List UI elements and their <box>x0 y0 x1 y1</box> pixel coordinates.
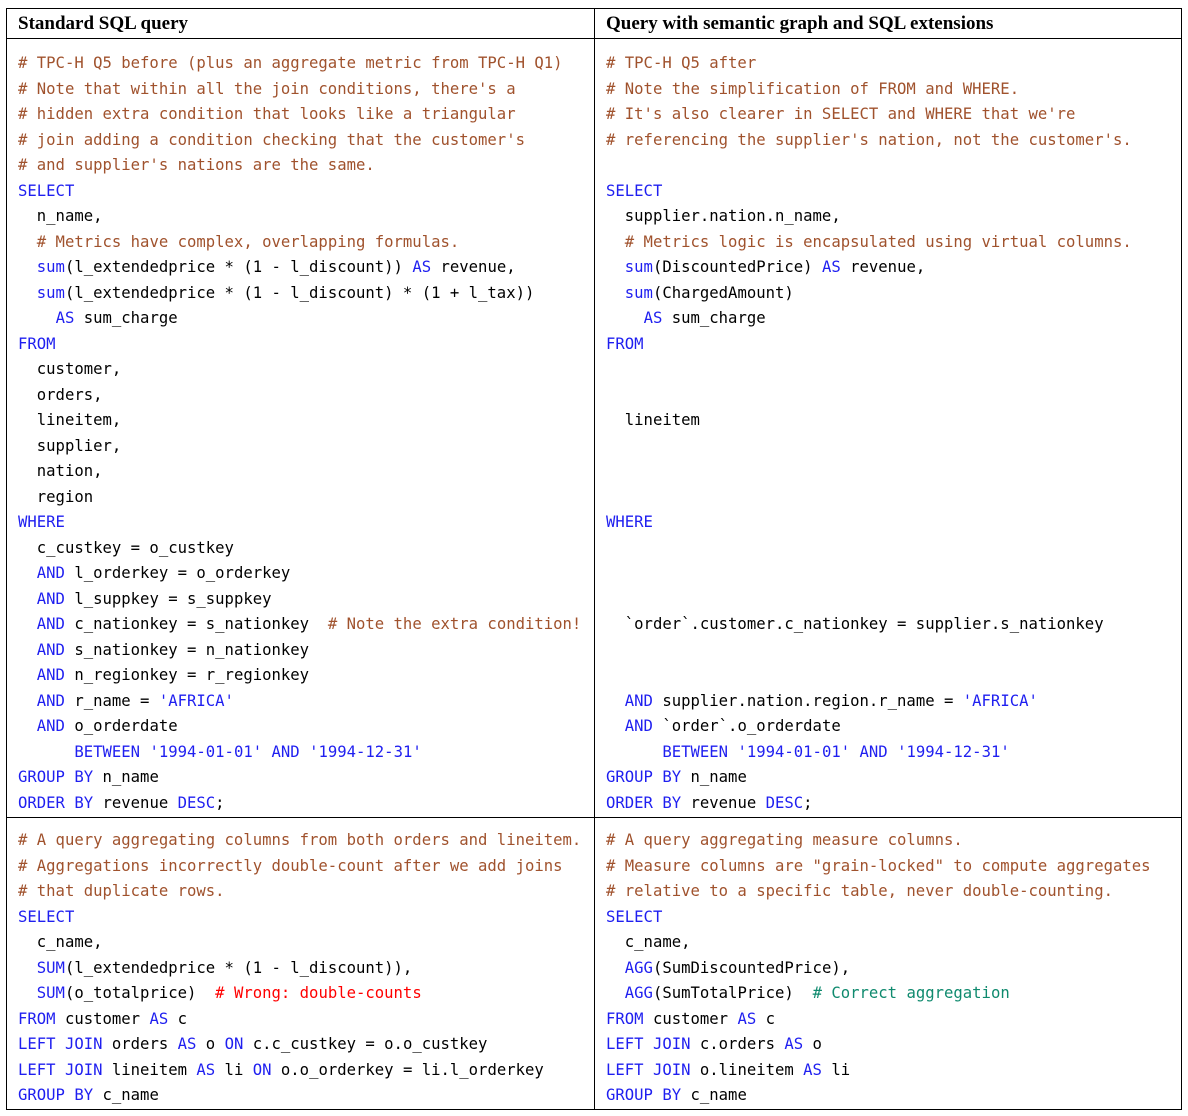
code-string: '1994-12-31' <box>309 742 422 761</box>
code-line <box>18 153 375 179</box>
code-comment: # Measure columns are "grain-locked" to compute aggregates <box>606 856 1151 875</box>
code-comment: # Note the extra condition! <box>327 615 582 633</box>
code-line <box>18 102 516 128</box>
comparison-table <box>6 8 1182 1110</box>
code-keyword: AS <box>821 258 841 276</box>
code-text: o <box>803 1035 822 1053</box>
code-line <box>606 408 700 434</box>
code-line <box>18 930 103 956</box>
code-line <box>18 408 121 434</box>
code-line <box>606 179 662 205</box>
code-keyword: GROUP BY <box>606 1086 682 1104</box>
code-text: li <box>821 1060 851 1079</box>
code-text <box>850 743 859 761</box>
code-keyword: AND <box>36 717 65 735</box>
code-keyword: LEFT JOIN <box>606 1060 691 1079</box>
code-text: revenue, <box>840 258 926 276</box>
code-keyword: AND <box>624 691 653 710</box>
header-standard-sql: Standard SQL query <box>18 13 188 34</box>
section-2-semantic-code <box>606 828 1176 1110</box>
code-keyword: BETWEEN <box>74 742 141 761</box>
code-line <box>606 255 925 281</box>
code-line <box>18 981 422 1007</box>
code-line <box>18 1007 187 1033</box>
code-comment: # hidden extra condition that looks like a triangular <box>18 105 516 123</box>
code-keyword: LEFT JOIN <box>606 1035 691 1053</box>
code-line <box>18 561 290 587</box>
code-text: supplier, <box>18 436 122 455</box>
code-line <box>606 981 1010 1007</box>
code-line <box>606 1032 822 1058</box>
code-line <box>18 459 103 485</box>
code-keyword: sum <box>624 258 653 276</box>
code-line <box>18 1032 487 1058</box>
code-keyword: WHERE <box>18 513 65 531</box>
code-text: customer, <box>18 360 122 378</box>
code-text: (l_extendedprice * (1 - l_discount) * (1 + l_tax)) <box>64 283 535 302</box>
code-text: n_name <box>93 768 159 786</box>
code-keyword: LEFT JOIN <box>18 1035 103 1053</box>
code-keyword: AS <box>196 1060 216 1079</box>
code-keyword: AGG <box>624 984 653 1002</box>
code-line <box>18 689 234 715</box>
code-comment: # join adding a condition checking that the customer's <box>18 130 525 149</box>
code-line <box>18 587 272 613</box>
code-text <box>606 692 625 710</box>
code-keyword: GROUP BY <box>18 768 94 786</box>
code-text: n_regionkey = r_regionkey <box>64 666 310 684</box>
code-line <box>18 956 412 982</box>
code-line <box>18 510 65 536</box>
code-keyword: SELECT <box>606 907 663 926</box>
code-line <box>606 828 963 854</box>
code-comment: # Metrics logic is encapsulated using virtual columns. <box>624 232 1132 251</box>
code-line <box>606 281 794 307</box>
code-comment: # TPC-H Q5 after <box>606 54 757 72</box>
code-line <box>18 612 581 638</box>
code-line <box>18 485 93 511</box>
code-keyword: sum <box>36 283 65 302</box>
code-keyword: SELECT <box>18 907 75 926</box>
code-text: region <box>18 487 94 506</box>
code-comment: # A query aggregating columns from both orders and lineitem. <box>18 831 582 849</box>
code-line <box>18 714 178 740</box>
code-keyword: AS <box>737 1009 757 1028</box>
code-text: (DiscountedPrice) <box>652 258 822 276</box>
code-text: (ChargedAmount) <box>652 283 794 302</box>
code-text: c <box>168 1009 188 1028</box>
code-line <box>606 77 1019 103</box>
code-text: supplier.nation.region.r_name = <box>652 691 963 710</box>
code-text: c <box>756 1009 776 1028</box>
code-keyword: ORDER BY <box>18 793 94 812</box>
code-line <box>18 765 159 791</box>
code-line <box>18 77 516 103</box>
code-text <box>18 233 37 251</box>
code-text: revenue <box>681 793 766 812</box>
code-line <box>18 281 534 307</box>
code-line <box>18 854 563 880</box>
code-line <box>606 791 813 817</box>
code-keyword: SELECT <box>18 181 75 200</box>
code-text <box>18 959 37 977</box>
code-text: c_nationkey = s_nationkey <box>64 615 328 633</box>
code-text: (l_extendedprice * (1 - l_discount)), <box>64 958 413 977</box>
code-line <box>18 179 74 205</box>
code-text <box>606 258 625 276</box>
code-keyword: SUM <box>36 984 65 1002</box>
code-text <box>18 590 37 608</box>
code-comment: # and supplier's nations are the same. <box>18 156 375 174</box>
code-comment: # Aggregations incorrectly double-count after we add joins <box>18 856 563 875</box>
code-text <box>18 309 56 327</box>
code-line <box>606 714 841 740</box>
code-text <box>300 743 309 761</box>
code-text <box>606 743 662 761</box>
code-line <box>606 204 841 230</box>
code-keyword: AS <box>55 309 75 327</box>
code-text: nation, <box>18 462 103 480</box>
code-keyword: AND <box>36 615 65 633</box>
code-text: `order`.o_orderdate <box>652 717 841 735</box>
code-line <box>606 1007 775 1033</box>
code-comment: # It's also clearer in SELECT and WHERE that we're <box>606 105 1076 123</box>
code-keyword: FROM <box>606 334 644 353</box>
code-keyword: DESC <box>765 793 804 812</box>
code-keyword: AND <box>36 564 65 582</box>
code-line <box>606 1083 747 1109</box>
code-line <box>606 332 644 358</box>
code-comment: # referencing the supplier's nation, not the customer's. <box>606 130 1132 149</box>
code-text <box>18 717 37 735</box>
code-keyword: AND <box>36 640 65 659</box>
code-text: supplier.nation.n_name, <box>606 207 841 225</box>
code-text: (o_totalprice) <box>64 984 216 1002</box>
code-text: lineitem <box>102 1060 197 1079</box>
code-line <box>606 930 691 956</box>
code-line <box>18 128 525 154</box>
code-text: c_name, <box>606 933 691 951</box>
section-1-semantic-code <box>606 51 1176 817</box>
code-text: `order`.customer.c_nationkey = supplier.s_nationkey <box>606 615 1104 633</box>
code-text: orders <box>102 1035 178 1053</box>
code-keyword: SUM <box>36 958 65 977</box>
code-text <box>18 666 37 684</box>
code-keyword: AS <box>149 1009 169 1028</box>
column-divider <box>594 9 595 1109</box>
code-text: lineitem, <box>18 411 122 429</box>
code-text <box>606 309 644 327</box>
code-text: (SumDiscountedPrice), <box>652 958 851 977</box>
section-1-standard-code <box>18 51 588 817</box>
code-keyword: FROM <box>18 334 56 353</box>
code-text: o.o_orderkey = li.l_orderkey <box>271 1060 544 1079</box>
code-line <box>606 765 747 791</box>
code-line <box>18 1058 544 1084</box>
code-comment: # relative to a specific table, never double-counting. <box>606 882 1113 900</box>
code-comment: # that duplicate rows. <box>18 882 225 900</box>
code-line <box>606 879 1113 905</box>
code-text <box>18 692 37 710</box>
code-text <box>18 564 37 582</box>
code-text: lineitem <box>606 411 700 429</box>
section-2-standard-code <box>18 828 588 1110</box>
code-line <box>606 51 756 77</box>
code-comment: # Metrics have complex, overlapping formulas. <box>36 232 460 251</box>
code-keyword: AND <box>36 666 65 684</box>
code-text: revenue <box>93 793 178 812</box>
code-text <box>18 984 37 1002</box>
code-string: '1994-01-01' <box>737 742 851 761</box>
code-keyword: ON <box>224 1035 244 1053</box>
code-line <box>606 510 653 536</box>
code-line <box>606 740 1010 766</box>
code-string: '1994-12-31' <box>897 742 1010 761</box>
code-comment: # Note the simplification of FROM and WHERE. <box>606 79 1020 98</box>
code-line <box>18 638 309 664</box>
code-keyword: AS <box>177 1035 197 1053</box>
code-keyword: AND <box>624 717 653 735</box>
code-line <box>18 663 309 689</box>
code-text: customer <box>643 1009 738 1028</box>
code-line <box>18 828 581 854</box>
code-comment: # Note that within all the join conditions, there's a <box>18 79 516 98</box>
code-string: 'AFRICA' <box>158 691 234 710</box>
code-line <box>606 128 1132 154</box>
code-text: li <box>215 1060 253 1079</box>
code-line <box>18 204 103 230</box>
code-keyword: AND <box>271 742 300 761</box>
code-keyword: FROM <box>606 1009 644 1028</box>
code-text: o_orderdate <box>64 717 178 735</box>
code-text <box>606 284 625 302</box>
code-text: l_suppkey = s_suppkey <box>64 589 272 608</box>
code-text <box>18 615 37 633</box>
code-text: customer <box>55 1009 150 1028</box>
code-text <box>888 743 897 761</box>
code-text <box>606 233 625 251</box>
code-keyword: DESC <box>177 793 216 812</box>
code-text <box>262 743 271 761</box>
code-text <box>606 959 625 977</box>
code-string: '1994-01-01' <box>149 742 263 761</box>
code-line <box>18 255 516 281</box>
header-semantic-sql: Query with semantic graph and SQL extensions <box>606 13 994 34</box>
code-text: c_name <box>93 1086 159 1104</box>
code-text: c_name <box>681 1086 747 1104</box>
code-keyword: WHERE <box>606 513 653 531</box>
code-line <box>606 956 850 982</box>
code-string: 'AFRICA' <box>962 691 1038 710</box>
code-keyword: AS <box>412 258 432 276</box>
code-line <box>18 357 121 383</box>
code-line <box>18 536 234 562</box>
code-keyword: sum <box>624 283 653 302</box>
code-line <box>606 689 1038 715</box>
code-keyword: GROUP BY <box>18 1086 94 1104</box>
code-keyword: GROUP BY <box>606 768 682 786</box>
code-text <box>18 284 37 302</box>
code-comment: # TPC-H Q5 before (plus an aggregate metric from TPC-H Q1) <box>18 54 563 72</box>
code-comment: # A query aggregating measure columns. <box>606 831 963 849</box>
code-text: c_name, <box>18 933 103 951</box>
code-text: n_name, <box>18 207 103 225</box>
code-line <box>18 306 178 332</box>
code-keyword: SELECT <box>606 181 663 200</box>
code-text: l_orderkey = o_orderkey <box>64 564 291 582</box>
code-text: sum_charge <box>74 309 178 327</box>
code-keyword: AND <box>36 589 65 608</box>
code-keyword: ORDER BY <box>606 793 682 812</box>
code-text <box>606 984 625 1002</box>
code-line <box>606 1058 850 1084</box>
code-text: c.orders <box>690 1035 785 1053</box>
code-text <box>18 743 74 761</box>
code-keyword: ON <box>252 1060 272 1079</box>
code-text: s_nationkey = n_nationkey <box>64 640 310 659</box>
code-line <box>606 102 1075 128</box>
code-comment: # Correct aggregation <box>812 984 1010 1002</box>
code-text: c_custkey = o_custkey <box>18 538 234 557</box>
code-keyword: AS <box>784 1035 804 1053</box>
code-line <box>18 1083 159 1109</box>
code-keyword: AND <box>859 742 888 761</box>
code-line <box>18 905 74 931</box>
code-keyword: AND <box>36 691 65 710</box>
code-line <box>18 332 56 358</box>
code-text: c.c_custkey = o.o_custkey <box>243 1035 488 1053</box>
code-line <box>606 306 766 332</box>
code-keyword: AS <box>803 1060 822 1079</box>
code-text: ; <box>215 793 225 812</box>
code-line <box>18 434 121 460</box>
code-keyword: sum <box>36 258 65 276</box>
code-text: ; <box>803 793 813 812</box>
code-keyword: BETWEEN <box>662 742 729 761</box>
code-text: revenue, <box>431 258 516 276</box>
code-line <box>606 612 1104 638</box>
code-line <box>18 230 459 256</box>
code-text: (SumTotalPrice) <box>652 984 813 1002</box>
code-text: sum_charge <box>662 309 766 327</box>
code-keyword: LEFT JOIN <box>18 1060 103 1079</box>
code-text: r_name = <box>64 691 159 710</box>
code-text: n_name <box>681 768 747 786</box>
code-text: o.lineitem <box>690 1060 804 1079</box>
code-text <box>18 641 37 659</box>
code-line <box>18 791 225 817</box>
code-keyword: FROM <box>18 1009 56 1028</box>
code-line <box>606 905 662 931</box>
code-line <box>18 51 563 77</box>
code-text: o <box>196 1035 225 1053</box>
code-line <box>606 854 1151 880</box>
code-text: orders, <box>18 385 103 404</box>
code-line <box>606 230 1132 256</box>
code-line <box>18 383 103 409</box>
code-keyword: AGG <box>624 958 653 977</box>
code-text: (l_extendedprice * (1 - l_discount)) <box>64 258 413 276</box>
code-line <box>18 879 225 905</box>
code-comment: # Wrong: double-counts <box>215 984 422 1002</box>
code-text <box>606 717 625 735</box>
code-keyword: AS <box>643 309 663 327</box>
code-line <box>18 740 422 766</box>
code-text <box>18 258 37 276</box>
